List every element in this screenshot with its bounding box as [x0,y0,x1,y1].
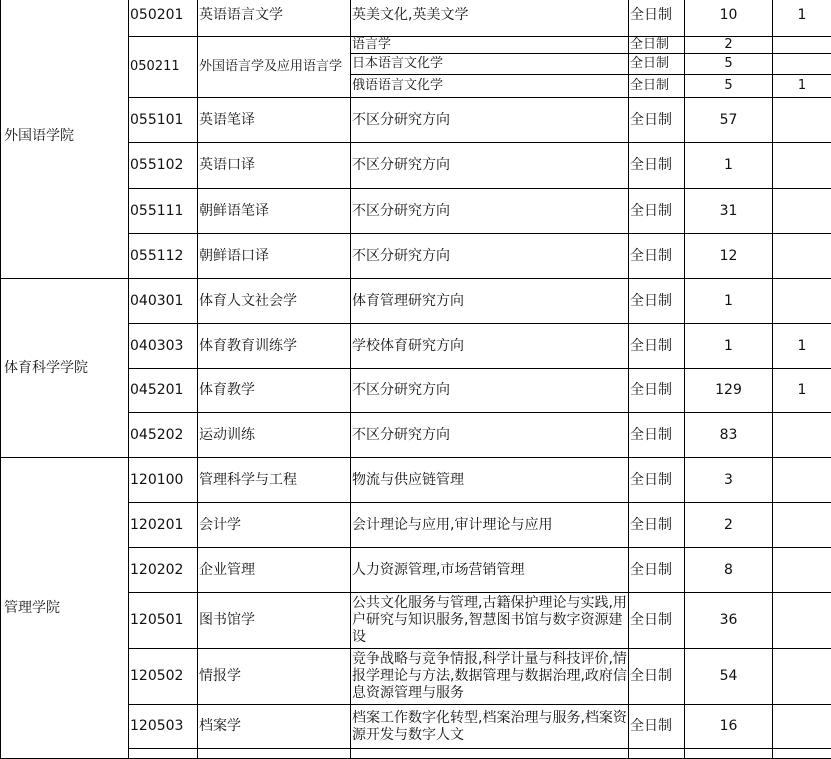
research-direction: 人力资源管理,市场营销管理 [351,548,629,593]
enrollment-count: 31 [685,189,773,234]
research-direction: 体育管理研究方向 [351,279,629,324]
major-name: 会计学 [198,503,351,548]
extra-count: 1 [773,324,831,369]
study-mode: 全日制 [629,0,685,37]
major-name: 图书馆学 [198,593,351,649]
table-row [1,458,831,503]
enrollment-count: 129 [685,369,773,413]
extra-count [773,279,831,324]
enrollment-count: 3 [685,458,773,503]
enrollment-count: 54 [685,649,773,705]
major-name: 朝鲜语口译 [198,234,351,279]
research-direction: 不区分研究方向 [351,143,629,189]
major-name: 朝鲜语笔译 [198,189,351,234]
extra-count [773,593,831,649]
major-code: 040301 [129,279,198,324]
enrollment-count: 1 [685,324,773,369]
research-direction: 语言学 [351,37,629,54]
extra-count: 1 [773,369,831,413]
major-code: 120501 [129,593,198,649]
enrollment-count: 1 [685,143,773,189]
extra-count [773,54,831,75]
study-mode: 全日制 [629,234,685,279]
extra-count [773,98,831,143]
extra-count [773,143,831,189]
research-direction: 不区分研究方向 [351,413,629,458]
department-name: 管理学院 [1,458,129,759]
extra-count [773,413,831,458]
study-mode: 全日制 [629,54,685,75]
research-direction: 俄语语言文化学 [351,75,629,98]
enrollment-count: 36 [685,593,773,649]
major-code: 120100 [129,458,198,503]
study-mode: 全日制 [629,705,685,749]
research-direction: 不区分研究方向 [351,98,629,143]
major-code: 050201 [129,0,198,37]
major-code: 045201 [129,369,198,413]
enrollment-count: 1 [685,279,773,324]
major-name: 运动训练 [198,413,351,458]
major-code: 055112 [129,234,198,279]
major-code: 055101 [129,98,198,143]
major-name: 档案学 [198,705,351,749]
major-code: 120503 [129,705,198,749]
study-mode: 全日制 [629,75,685,98]
study-mode: 全日制 [629,503,685,548]
major-name: 英语笔译 [198,98,351,143]
study-mode: 全日制 [629,324,685,369]
major-code: 055111 [129,189,198,234]
study-mode: 全日制 [629,189,685,234]
major-code: 050211 [129,37,198,98]
extra-count [773,37,831,54]
extra-count: 1 [773,0,831,37]
extra-count [773,705,831,749]
major-name: 企业管理 [198,548,351,593]
research-direction: 会计理论与应用,审计理论与应用 [351,503,629,548]
department-name: 体育科学学院 [1,279,129,458]
study-mode: 全日制 [629,37,685,54]
major-code: 055102 [129,143,198,189]
enrollment-count: 5 [685,75,773,98]
enrollment-count: 83 [685,413,773,458]
major-code: 045202 [129,413,198,458]
research-direction: 公共文化服务与管理,古籍保护理论与实践,用户研究与知识服务,智慧图书馆与数字资源建设 [351,593,629,649]
study-mode: 全日制 [629,413,685,458]
research-direction: 物流与供应链管理 [351,458,629,503]
major-name: 体育人文社会学 [198,279,351,324]
major-name: 英语语言文学 [198,0,351,37]
major-name: 管理科学与工程 [198,458,351,503]
enrollment-count: 8 [685,548,773,593]
research-direction: 不区分研究方向 [351,369,629,413]
enrollment-count: 5 [685,54,773,75]
enrollment-count: 57 [685,98,773,143]
major-name: 外国语言学及应用语言学 [198,37,351,98]
major-name: 英语口译 [198,143,351,189]
study-mode: 全日制 [629,548,685,593]
major-code: 120502 [129,649,198,705]
study-mode: 全日制 [629,593,685,649]
research-direction: 档案工作数字化转型,档案治理与服务,档案资源开发与数字人文 [351,705,629,749]
research-direction: 日本语言文化学 [351,54,629,75]
study-mode: 全日制 [629,279,685,324]
enrollment-count: 2 [685,37,773,54]
research-direction: 英美文化,英美文学 [351,0,629,37]
extra-count [773,189,831,234]
enrollment-count: 2 [685,503,773,548]
extra-count: 1 [773,75,831,98]
study-mode: 全日制 [629,143,685,189]
research-direction: 竞争战略与竞争情报,科学计量与科技评价,情报学理论与方法,数据管理与数据治理,政府信息资源管理与服务 [351,649,629,705]
study-mode: 全日制 [629,649,685,705]
enrollment-count: 12 [685,234,773,279]
extra-count [773,503,831,548]
study-mode: 全日制 [629,458,685,503]
research-direction: 不区分研究方向 [351,234,629,279]
department-name: 外国语学院 [1,0,129,279]
major-code: 120201 [129,503,198,548]
extra-count [773,649,831,705]
table-row [1,279,831,324]
research-direction: 学校体育研究方向 [351,324,629,369]
table-row [1,0,831,37]
major-code: 120202 [129,548,198,593]
major-name: 情报学 [198,649,351,705]
extra-count [773,548,831,593]
study-mode: 全日制 [629,369,685,413]
major-name: 体育教育训练学 [198,324,351,369]
enrollment-count: 10 [685,0,773,37]
research-direction: 不区分研究方向 [351,189,629,234]
enrollment-count: 16 [685,705,773,749]
major-code: 040303 [129,324,198,369]
extra-count [773,458,831,503]
extra-count [773,234,831,279]
major-name: 体育教学 [198,369,351,413]
study-mode: 全日制 [629,98,685,143]
